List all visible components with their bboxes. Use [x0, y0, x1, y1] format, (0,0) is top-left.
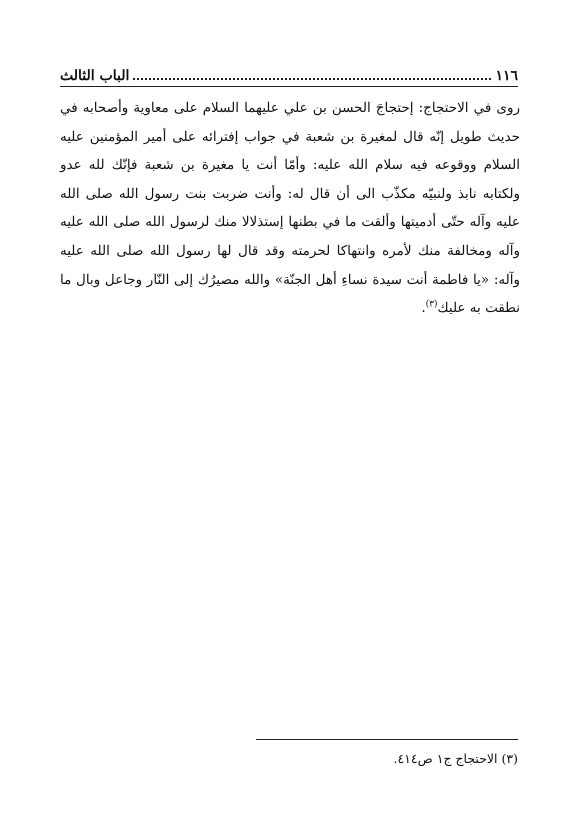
page-number: ١١٦	[495, 68, 518, 84]
end-punctuation: .	[421, 300, 426, 317]
footnote: (٣) الاحتجاج ج١ ص٤١٤.	[393, 751, 518, 766]
footnote-rule	[256, 739, 518, 740]
body-text: روى في الاحتجاج: إحتجاجَ الحسن بن علي عليهما السلام على معاوية وأصحابه في حديث طويل إنّه قال لمغيرة بن شعبة في جواب إفترائه على أمير المؤمنين عليه السلام ووقوعه فيه سلام الله عليه: وأمّا أنت يا مغيرة بن شعبة فإنّك لله عدو ولكتابه نابذ ولنبيّه مكذّب الى أن قال له: وأنت ضربت بنت رسول الله صلى الله عليه وآله حتّى أدميتها وألقت ما في بطنها إستذلالا منك لرسول الله صلى الله عليه وآله ومخالفة منك لأمره وانتهاكا لحرمته وقد قال لها رسول الله صلى الله عليه وآله: «يا فاطمة أنت سيدة نساءِ أهل الجنّة» والله مصيرُك إلى النّار وجاعل وبال ما نطقت به عليك	[60, 100, 520, 317]
body-paragraph	[60, 94, 520, 323]
leader-dots	[133, 77, 491, 80]
chapter-title: الباب الثالث	[60, 68, 130, 84]
header-rule	[60, 86, 518, 87]
running-header	[60, 62, 518, 84]
footnote-marker: (٣)	[425, 299, 438, 310]
